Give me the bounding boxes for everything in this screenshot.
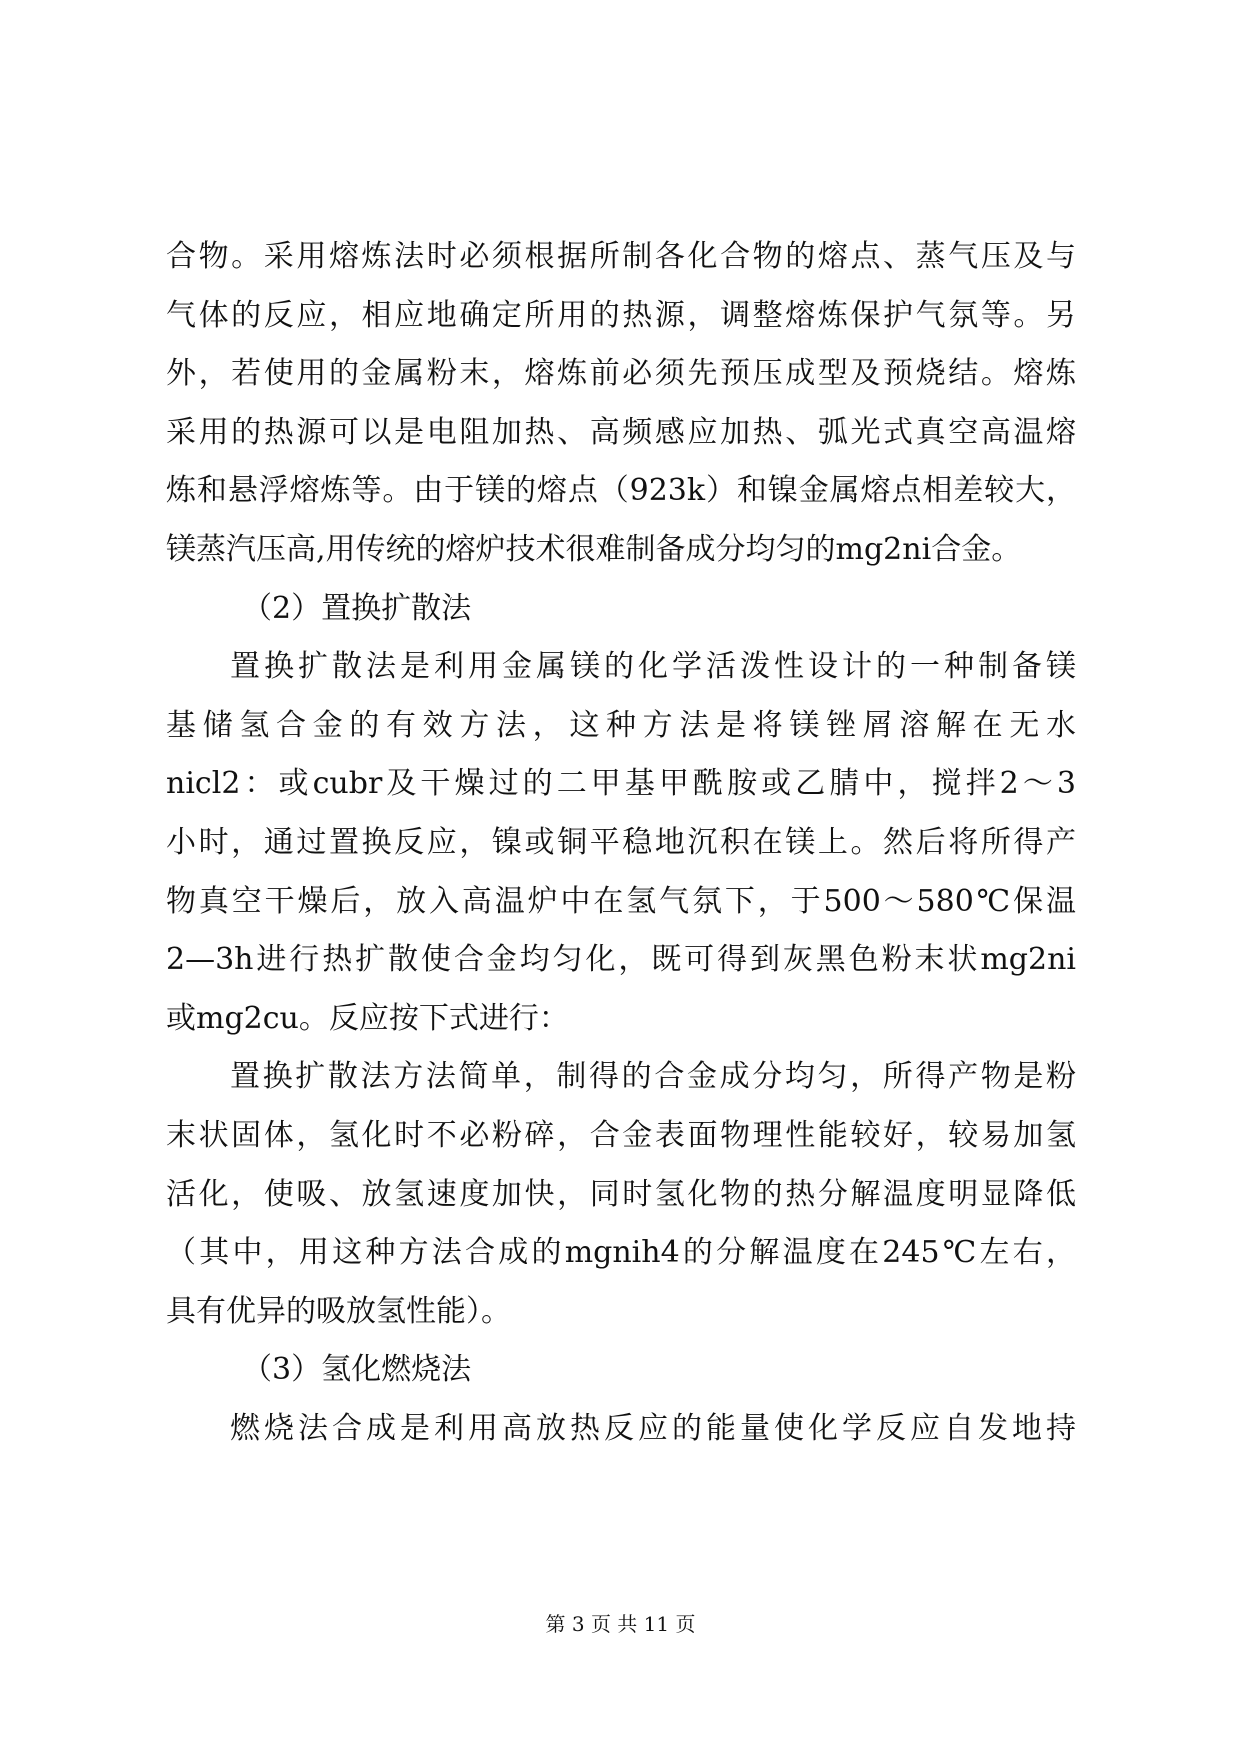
section-heading: （2）置换扩散法	[242, 590, 472, 626]
body-text	[166, 228, 1076, 1458]
page-footer: 第 3 页 共 11 页	[545, 1612, 696, 1636]
section-heading: （3）氢化燃烧法	[242, 1352, 472, 1388]
text-line: 或mg2cu。反应按下式进行：	[166, 1000, 569, 1036]
text-line: 小时，通过置换反应，镍或铜平稳地沉积在镁上。然后将所得产	[166, 824, 1076, 860]
text-line: 置换扩散法方法简单，制得的合金成分均匀，所得产物是粉	[230, 1059, 1076, 1095]
text-line: 物真空干燥后，放入高温炉中在氢气氛下，于500～580℃保温	[166, 883, 1076, 919]
text-line: 镁蒸汽压高,用传统的熔炉技术很难制备成分均匀的mg2ni合金。	[166, 531, 1022, 567]
text-line: （其中，用这种方法合成的mgnih4的分解温度在245℃左右，	[166, 1235, 1076, 1271]
text-line: 具有优异的吸放氢性能）。	[166, 1293, 511, 1329]
text-line: 炼和悬浮熔炼等。由于镁的熔点（923k）和镍金属熔点相差较大，	[166, 473, 1076, 509]
text-line: 采用的热源可以是电阻加热、高频感应加热、弧光式真空高温熔	[166, 414, 1076, 450]
text-line: nicl2：或cubr及干燥过的二甲基甲酰胺或乙腈中，搅拌2～3	[166, 766, 1076, 802]
text-line: 2—3h进行热扩散使合金均匀化，既可得到灰黑色粉末状mg2ni	[166, 942, 1076, 978]
text-line: 末状固体，氢化时不必粉碎，合金表面物理性能较好，较易加氢	[166, 1117, 1076, 1153]
text-line: 合物。采用熔炼法时必须根据所制各化合物的熔点、蒸气压及与	[166, 239, 1076, 274]
text-line: 外，若使用的金属粉末，熔炼前必须先预压成型及预烧结。熔炼	[166, 356, 1076, 392]
text-line: 基储氢合金的有效方法，这种方法是将镁锉屑溶解在无水	[166, 707, 1076, 743]
text-line: 活化，使吸、放氢速度加快，同时氢化物的热分解温度明显降低	[166, 1176, 1076, 1212]
text-line: 气体的反应，相应地确定所用的热源，调整熔炼保护气氛等。另	[166, 297, 1076, 333]
text-line: 燃烧法合成是利用高放热反应的能量使化学反应自发地持	[230, 1410, 1076, 1446]
text-line: 置换扩散法是利用金属镁的化学活泼性设计的一种制备镁	[230, 649, 1076, 685]
